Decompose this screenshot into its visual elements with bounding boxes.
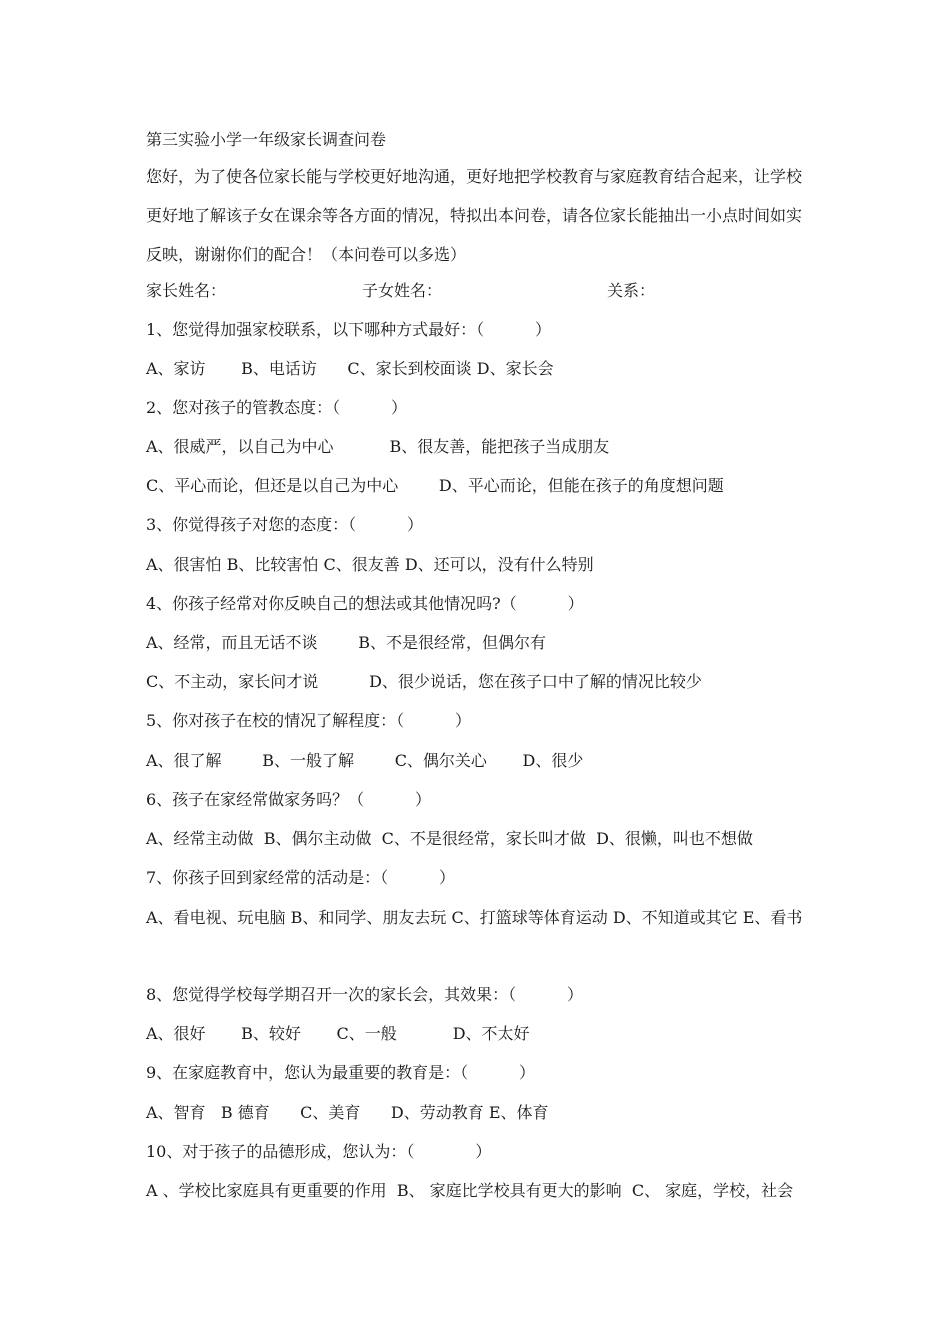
question-10-options: A 、学校比家庭具有更重要的作用 B、 家庭比学校具有更大的影响 C、 家庭，学校，社会 [146,1181,794,1200]
question-2: 2、您对孩子的管教态度：（ ） [146,398,408,417]
question-5: 5、你对孩子在校的情况了解程度：（ ） [146,711,472,730]
child-name-label: 子女姓名： [362,281,443,300]
relation-label: 关系： [607,281,656,300]
question-5-options: A、很了解 B、一般了解 C、偶尔关心 D、很少 [146,751,584,770]
question-6: 6、孩子在家经常做家务吗？（ ） [146,790,432,809]
question-4-options-cd: C、不主动，家长问才说 D、很少说话，您在孩子口中了解的情况比较少 [146,672,702,691]
intro-paragraph: 您好，为了使各位家长能与学校更好地沟通，更好地把学校教育与家庭教育结合起来，让学校更好地了解该子女在课余等各方面的情况，特拟出本问卷，请各位家长能抽出一小点时间如实反映，谢谢你们的配合！（本问卷可以多选） [146,167,803,264]
question-2-options-cd: C、平心而论，但还是以自己为中心 D、平心而论，但能在孩子的角度想问题 [146,476,724,495]
question-9-options: A、智育 B 德育 C、美育 D、劳动教育 E、体育 [146,1103,549,1122]
document-title: 第三实验小学一年级家长调查问卷 [146,130,387,149]
question-1: 1、您觉得加强家校联系，以下哪种方式最好：（ ） [146,320,552,339]
question-4: 4、你孩子经常对你反映自己的想法或其他情况吗?（ ） [146,594,584,613]
question-3-options: A、很害怕 B、比较害怕 C、很友善 D、还可以，没有什么特别 [146,555,594,574]
question-8: 8、您觉得学校每学期召开一次的家长会，其效果：（ ） [146,985,584,1004]
question-7: 7、你孩子回到家经常的活动是：（ ） [146,868,456,887]
question-2-options-ab: A、很威严，以自己为中心 B、很友善，能把孩子当成朋友 [146,437,610,456]
question-7-options: A、看电视、玩电脑 B、和同学、朋友去玩 C、打篮球等体育运动 D、不知道或其它 E、看书 [146,908,803,927]
question-9: 9、在家庭教育中，您认为最重要的教育是：（ ） [146,1063,536,1082]
question-3: 3、你觉得孩子对您的态度：（ ） [146,515,424,534]
parent-name-label: 家长姓名： [146,281,227,300]
question-6-options: A、经常主动做 B、偶尔主动做 C、不是很经常，家长叫才做 D、很懒，叫也不想做 [146,829,753,848]
question-10: 10、对于孩子的品德形成，您认为：（ ） [146,1142,492,1161]
question-1-options: A、家访 B、电话访 C、家长到校面谈 D、家长会 [146,359,554,378]
question-4-options-ab: A、经常，而且无话不谈 B、不是很经常，但偶尔有 [146,633,547,652]
question-8-options: A、很好 B、较好 C、一般 D、不太好 [146,1024,530,1043]
